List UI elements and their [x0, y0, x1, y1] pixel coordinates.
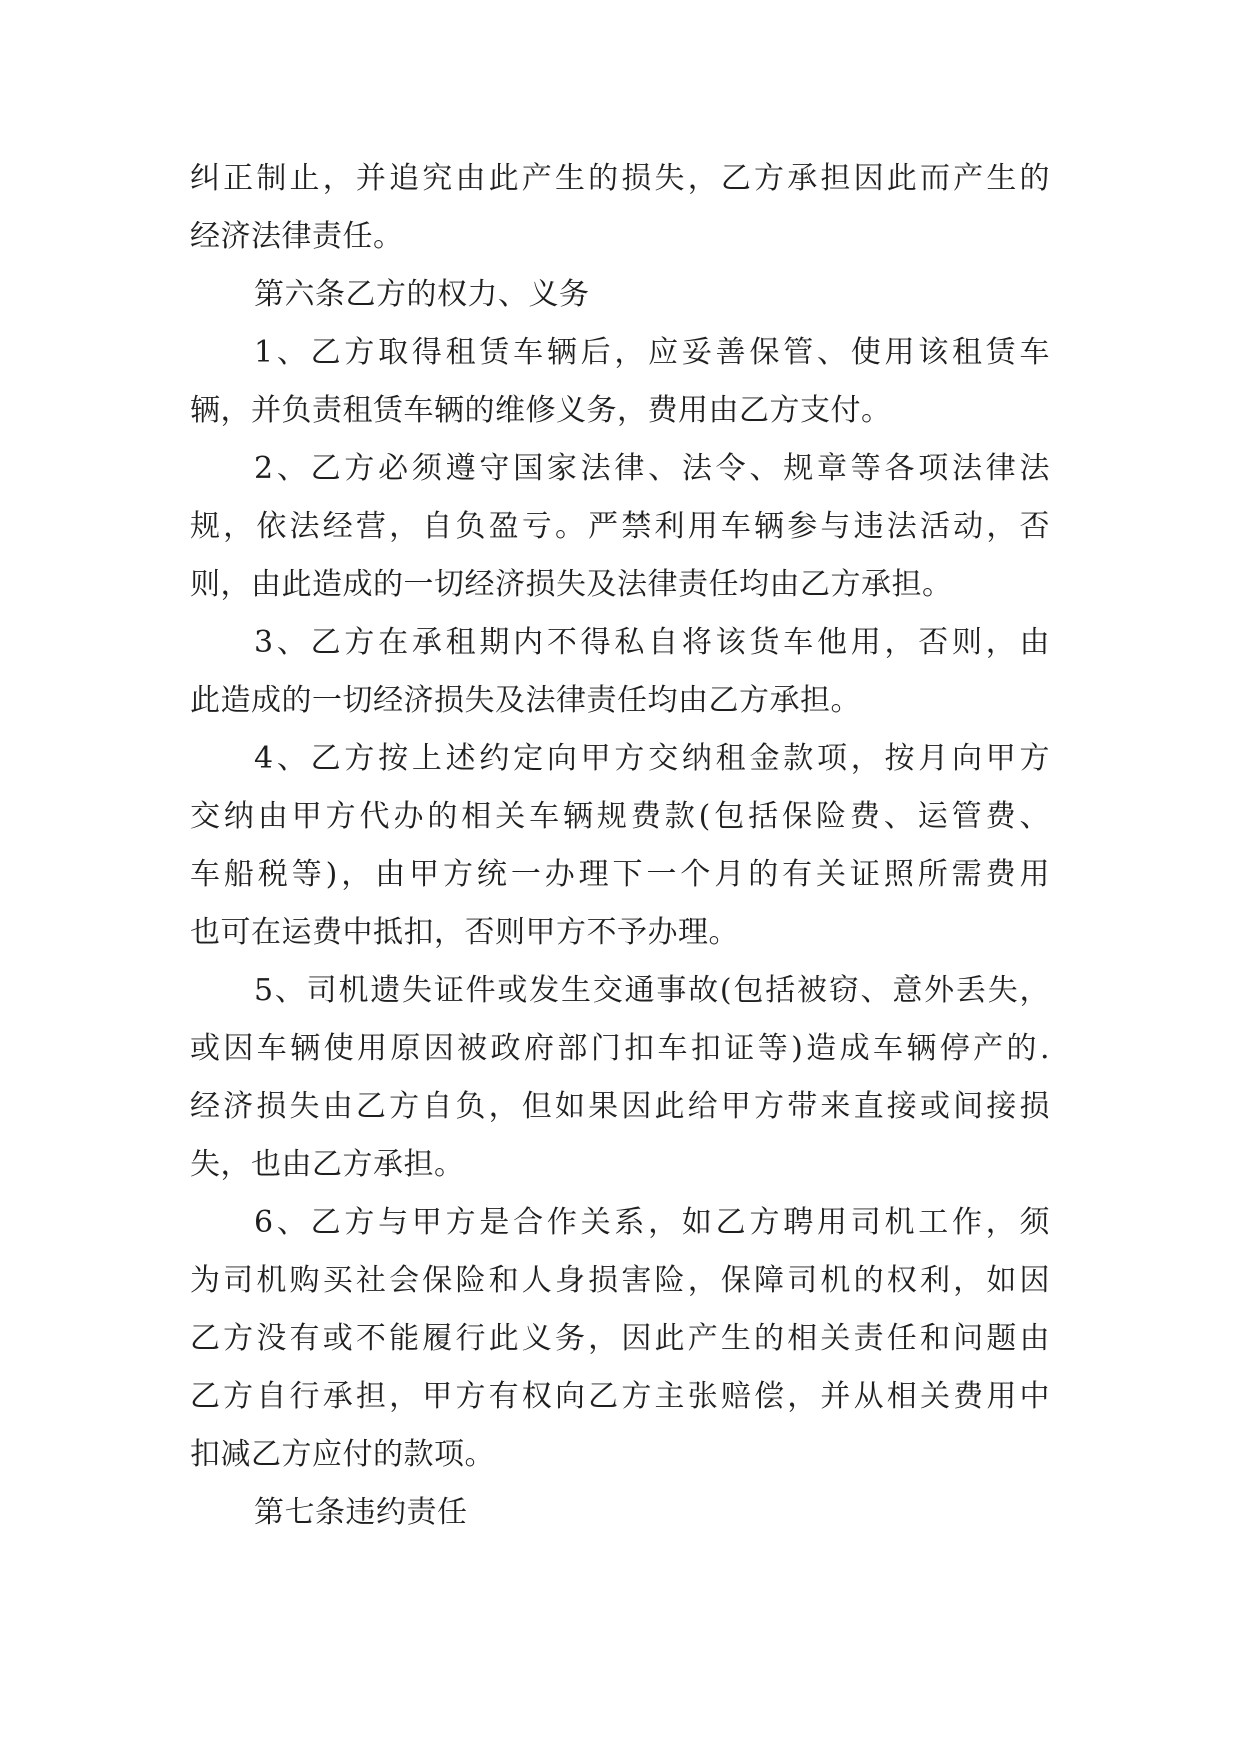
clause-paragraph: [190, 962, 1050, 1194]
text-line: 车船税等)，由甲方统一办理下一个月的有关证照所需费用: [190, 857, 1050, 892]
document-body: [190, 150, 1050, 1542]
text-line: 1、乙方取得租赁车辆后，应妥善保管、使用该租赁车: [254, 335, 1050, 370]
clause-paragraph: [190, 324, 1050, 440]
text-line: 经济法律责任。: [190, 219, 404, 254]
text-line: 第七条违约责任: [254, 1495, 468, 1530]
text-line: 规，依法经营，自负盈亏。严禁利用车辆参与违法活动，否: [190, 509, 1050, 544]
text-line: 乙方没有或不能履行此义务，因此产生的相关责任和问题由: [190, 1321, 1050, 1356]
text-line: 6、乙方与甲方是合作关系，如乙方聘用司机工作，须: [254, 1205, 1050, 1240]
text-line: 乙方自行承担，甲方有权向乙方主张赔偿，并从相关费用中: [190, 1379, 1050, 1414]
text-line: 纠正制止，并追究由此产生的损失，乙方承担因此而产生的: [190, 161, 1050, 196]
text-line: 5、司机遗失证件或发生交通事故(包括被窃、意外丢失，: [254, 973, 1050, 1008]
clause-paragraph: [190, 614, 1050, 730]
section-heading: [190, 1484, 1050, 1542]
section-heading: [190, 266, 1050, 324]
text-line: 则，由此造成的一切经济损失及法律责任均由乙方承担。: [190, 567, 953, 602]
clause-paragraph: [190, 1194, 1050, 1484]
text-line: 辆，并负责租赁车辆的维修义务，费用由乙方支付。: [190, 393, 892, 428]
clause-paragraph: [190, 730, 1050, 962]
text-line: 或因车辆使用原因被政府部门扣车扣证等)造成车辆停产的.: [190, 1031, 1050, 1066]
text-line: 失，也由乙方承担。: [190, 1147, 465, 1182]
text-line: 为司机购买社会保险和人身损害险，保障司机的权利，如因: [190, 1263, 1050, 1298]
paragraph-continuation: [190, 150, 1050, 266]
text-line: 2、乙方必须遵守国家法律、法令、规章等各项法律法: [254, 451, 1050, 486]
clause-paragraph: [190, 440, 1050, 614]
text-line: 第六条乙方的权力、义务: [254, 277, 590, 312]
text-line: 3、乙方在承租期内不得私自将该货车他用，否则，由: [254, 625, 1050, 660]
text-line: 扣减乙方应付的款项。: [190, 1437, 495, 1472]
text-line: 此造成的一切经济损失及法律责任均由乙方承担。: [190, 683, 861, 718]
text-line: 交纳由甲方代办的相关车辆规费款(包括保险费、运管费、: [190, 799, 1050, 834]
text-line: 4、乙方按上述约定向甲方交纳租金款项，按月向甲方: [254, 741, 1050, 776]
text-line: 也可在运费中抵扣，否则甲方不予办理。: [190, 915, 739, 950]
text-line: 经济损失由乙方自负，但如果因此给甲方带来直接或间接损: [190, 1089, 1050, 1124]
